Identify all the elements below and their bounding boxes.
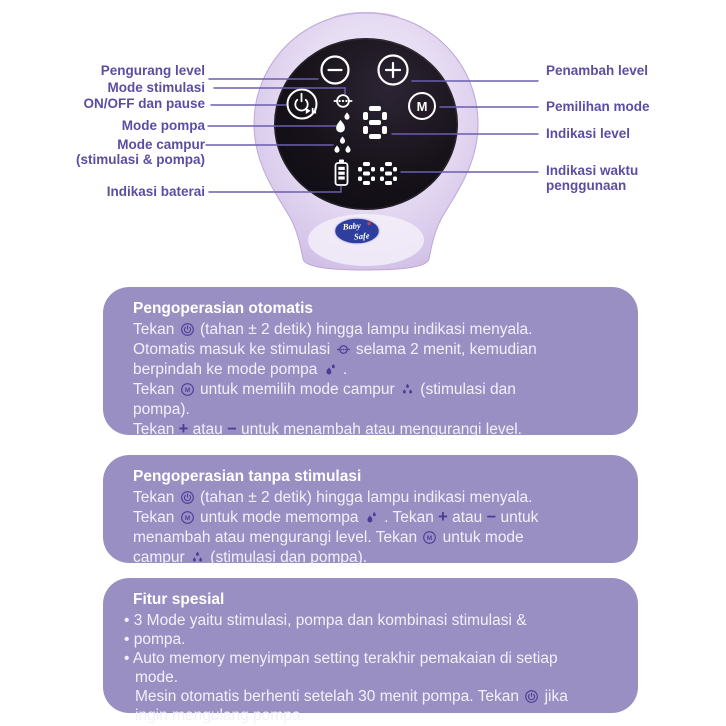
plus-symbol: + (438, 508, 448, 526)
pump-mode-icon (322, 361, 339, 378)
instruction-line: • pompa. (124, 631, 186, 648)
label-indikasi-baterai (107, 185, 205, 200)
svg-text:M: M (184, 386, 190, 394)
mode-select-icon (179, 509, 196, 526)
label-text: Mode pompa (121, 118, 205, 133)
mode-select-icon (421, 529, 438, 546)
minus-symbol: − (227, 420, 237, 438)
plus-symbol: + (178, 420, 189, 438)
instruction-line: mode. (135, 669, 179, 686)
instruction-line: Tekan M untuk memilih mode campur (stimulasi dan (133, 381, 516, 398)
label-text: Mode stimulasi (107, 80, 205, 95)
stimulation-mode-icon (335, 341, 352, 358)
mixed-mode-icon (399, 381, 416, 398)
power-icon (523, 688, 540, 705)
box-title: Pengoperasian otomatis (133, 300, 314, 317)
instruction-line: berpindah ke mode pompa . (133, 361, 348, 378)
label-text: Indikasi level (546, 126, 631, 141)
brand-logo-dot (367, 222, 370, 225)
label-mode-pompa (122, 119, 205, 134)
svg-text:M: M (427, 534, 433, 542)
instruction-line: pompa). (133, 401, 190, 418)
brand-word-baby: Baby (342, 220, 362, 232)
box-title: Fitur spesial (133, 591, 225, 608)
label-on-off-dan-pause (83, 97, 205, 112)
label-mode-campur (76, 138, 205, 167)
label-text: Indikasi baterai (106, 184, 205, 199)
instruction-line: Tekan (tahan ± 2 detik) hingga lampu indikasi menyala. (133, 489, 533, 506)
box-body (133, 488, 614, 568)
instruction-line: Mesin otomatis berhenti setelah 30 menit pompa. Tekan jika (135, 688, 568, 705)
label-pengurang-level (101, 64, 205, 79)
label-indikasi-level (546, 127, 630, 142)
brand-logo (335, 218, 380, 244)
box-body (133, 320, 614, 440)
brand-word-safe: Safe (353, 230, 370, 242)
label-text: (stimulasi & pompa) (75, 151, 205, 167)
mode-button-letter: M (416, 99, 428, 114)
instruction-line: Tekan M untuk mode memompa . Tekan + atau − untuk (133, 508, 539, 526)
instruction-line: menambah atau mengurangi level. Tekan M untuk mode (133, 529, 524, 546)
label-pemilihan-mode (546, 100, 650, 115)
label-text: ON/OFF dan pause (83, 96, 205, 111)
info-box-pengoperasian-otomatis (103, 287, 638, 438)
instruction-line: Tekan (tahan ± 2 detik) hingga lampu indikasi menyala. (133, 321, 533, 338)
minus-symbol: − (486, 508, 497, 526)
box-body (124, 611, 614, 725)
label-text: Mode campur (117, 137, 205, 152)
power-icon (179, 321, 196, 338)
info-box-pengoperasian-tanpa-stimulasi (103, 455, 638, 566)
instruction-line: campur (stimulasi dan pompa). (133, 549, 368, 566)
instruction-line: Tekan + atau − untuk menambah atau mengurangi level. (133, 420, 522, 438)
label-indikasi-waktu-penggunaan (546, 164, 638, 193)
box-title: Pengoperasian tanpa stimulasi (133, 468, 362, 485)
label-text: penggunaan (546, 177, 627, 193)
instruction-line: ingin mengulang pompa. (135, 707, 305, 724)
label-penambah-level (546, 64, 648, 79)
svg-text:M: M (184, 514, 190, 522)
label-mode-stimulasi (107, 81, 205, 96)
mode-select-icon (179, 381, 196, 398)
label-text: Pemilihan mode (546, 99, 650, 114)
label-text: Penambah level (546, 63, 649, 78)
pump-mode-icon (363, 509, 380, 526)
instruction-line: Otomatis masuk ke stimulasi selama 2 menit, kemudian (133, 341, 537, 358)
label-text: Indikasi waktu (546, 163, 639, 178)
label-text: Pengurang level (100, 63, 205, 78)
instruction-line: • Auto memory menyimpan setting terakhir pemakaian di setiap (124, 650, 558, 667)
instruction-line: • 3 Mode yaitu stimulasi, pompa dan kombinasi stimulasi & (124, 612, 527, 629)
info-box-fitur-spesial (103, 578, 638, 724)
power-icon (179, 489, 196, 506)
mixed-mode-icon (189, 549, 206, 566)
